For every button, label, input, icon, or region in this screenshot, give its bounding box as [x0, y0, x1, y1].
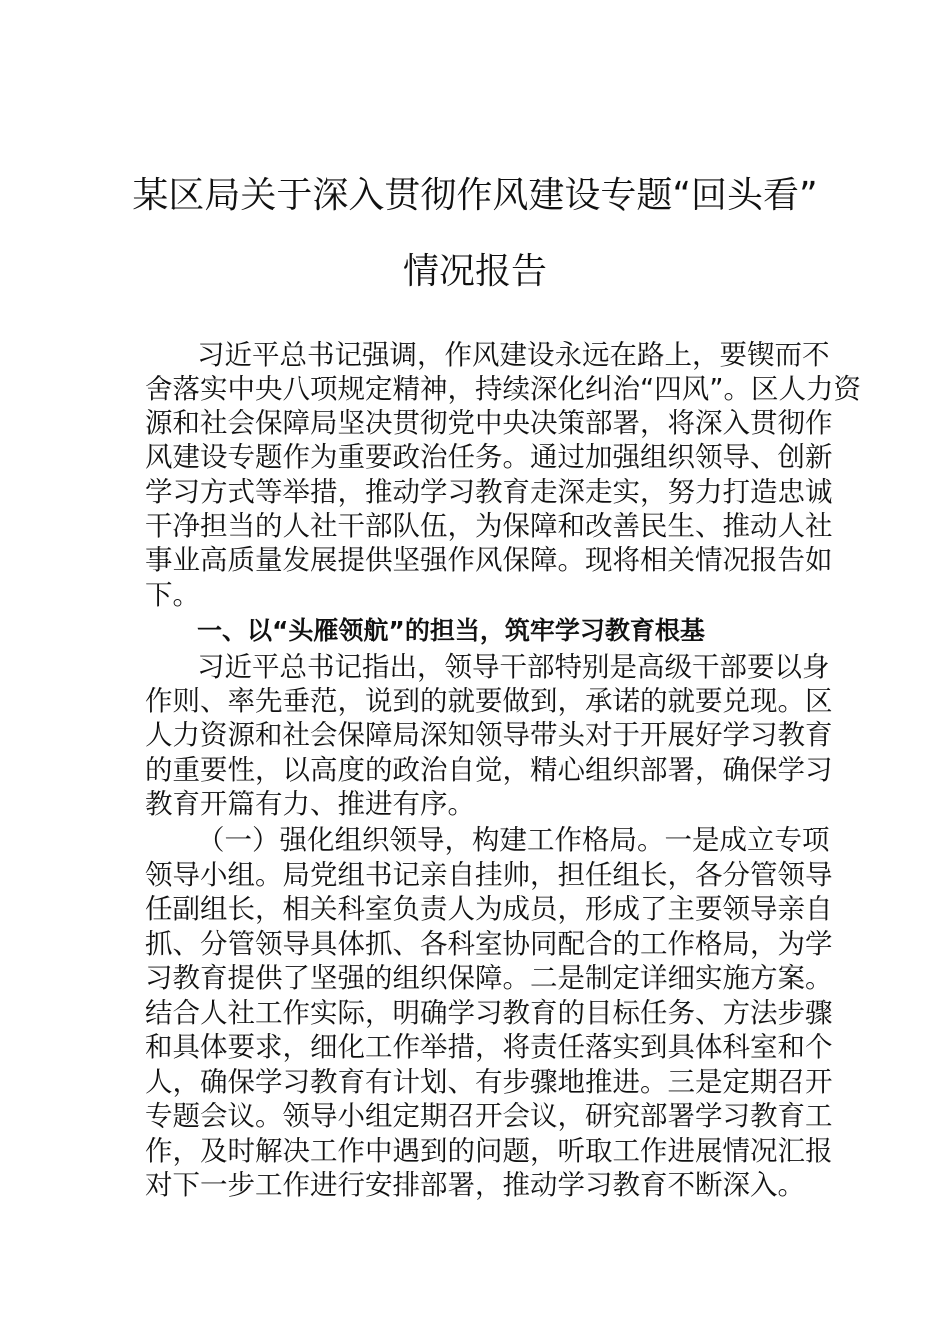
paragraph-line: 习近平总书记指出，领导干部特别是高级干部要以身	[197, 651, 830, 683]
subsection-line: （一）强化组织领导，构建工作格局。一是成立专项	[197, 824, 830, 856]
paragraph-line: 作则、率先垂范，说到的就要做到，承诺的就要兑现。区	[145, 685, 833, 717]
paragraph-line: 教育开篇有力、推进有序。	[145, 788, 475, 820]
paragraph-line: 干净担当的人社干部队伍，为保障和改善民生、推动人社	[145, 510, 833, 542]
paragraph-line: 事业高质量发展提供坚强作风保障。现将相关情况报告如	[145, 544, 833, 576]
paragraph-line: 对下一步工作进行安排部署，推动学习教育不断深入。	[145, 1169, 805, 1201]
paragraph-line: 人，确保学习教育有计划、有步骤地推进。三是定期召开	[145, 1066, 833, 1098]
paragraph-line: 学习方式等举措，推动学习教育走深走实，努力打造忠诚	[145, 476, 833, 508]
paragraph-line: 下。	[145, 579, 200, 611]
paragraph-line: 源和社会保障局坚决贯彻党中央决策部署，将深入贯彻作	[145, 407, 833, 439]
paragraph-line: 任副组长，相关科室负责人为成员，形成了主要领导亲自	[145, 893, 833, 925]
paragraph-line: 和具体要求，细化工作举措，将责任落实到具体科室和个	[145, 1031, 833, 1063]
paragraph-line: 的重要性，以高度的政治自觉，精心组织部署，确保学习	[145, 754, 833, 786]
paragraph-line: 习近平总书记强调，作风建设永远在路上，要锲而不	[197, 339, 830, 371]
paragraph-line: 专题会议。领导小组定期召开会议，研究部署学习教育工	[145, 1100, 833, 1132]
paragraph-line: 结合人社工作实际，明确学习教育的目标任务、方法步骤	[145, 997, 833, 1029]
document-title-line-2: 情况报告	[402, 251, 547, 292]
paragraph-line: 习教育提供了坚强的组织保障。二是制定详细实施方案。	[145, 962, 833, 994]
paragraph-line: 人力资源和社会保障局深知领导带头对于开展好学习教育	[145, 719, 833, 751]
document-title-line-1: 某区局关于深入贯彻作风建设专题“回头看”	[132, 175, 818, 216]
paragraph-line: 作，及时解决工作中遇到的问题，听取工作进展情况汇报	[145, 1135, 833, 1167]
paragraph-line: 风建设专题作为重要政治任务。通过加强组织领导、创新	[145, 441, 833, 473]
paragraph-line: 舍落实中央八项规定精神，持续深化纠治“四风”。区人力资	[145, 373, 861, 405]
paragraph-line: 抓、分管领导具体抓、各科室协同配合的工作格局，为学	[145, 928, 833, 960]
section-heading: 一、以“头雁领航”的担当，筑牢学习教育根基	[197, 616, 705, 645]
paragraph-line: 领导小组。局党组书记亲自挂帅，担任组长，各分管领导	[145, 859, 833, 891]
